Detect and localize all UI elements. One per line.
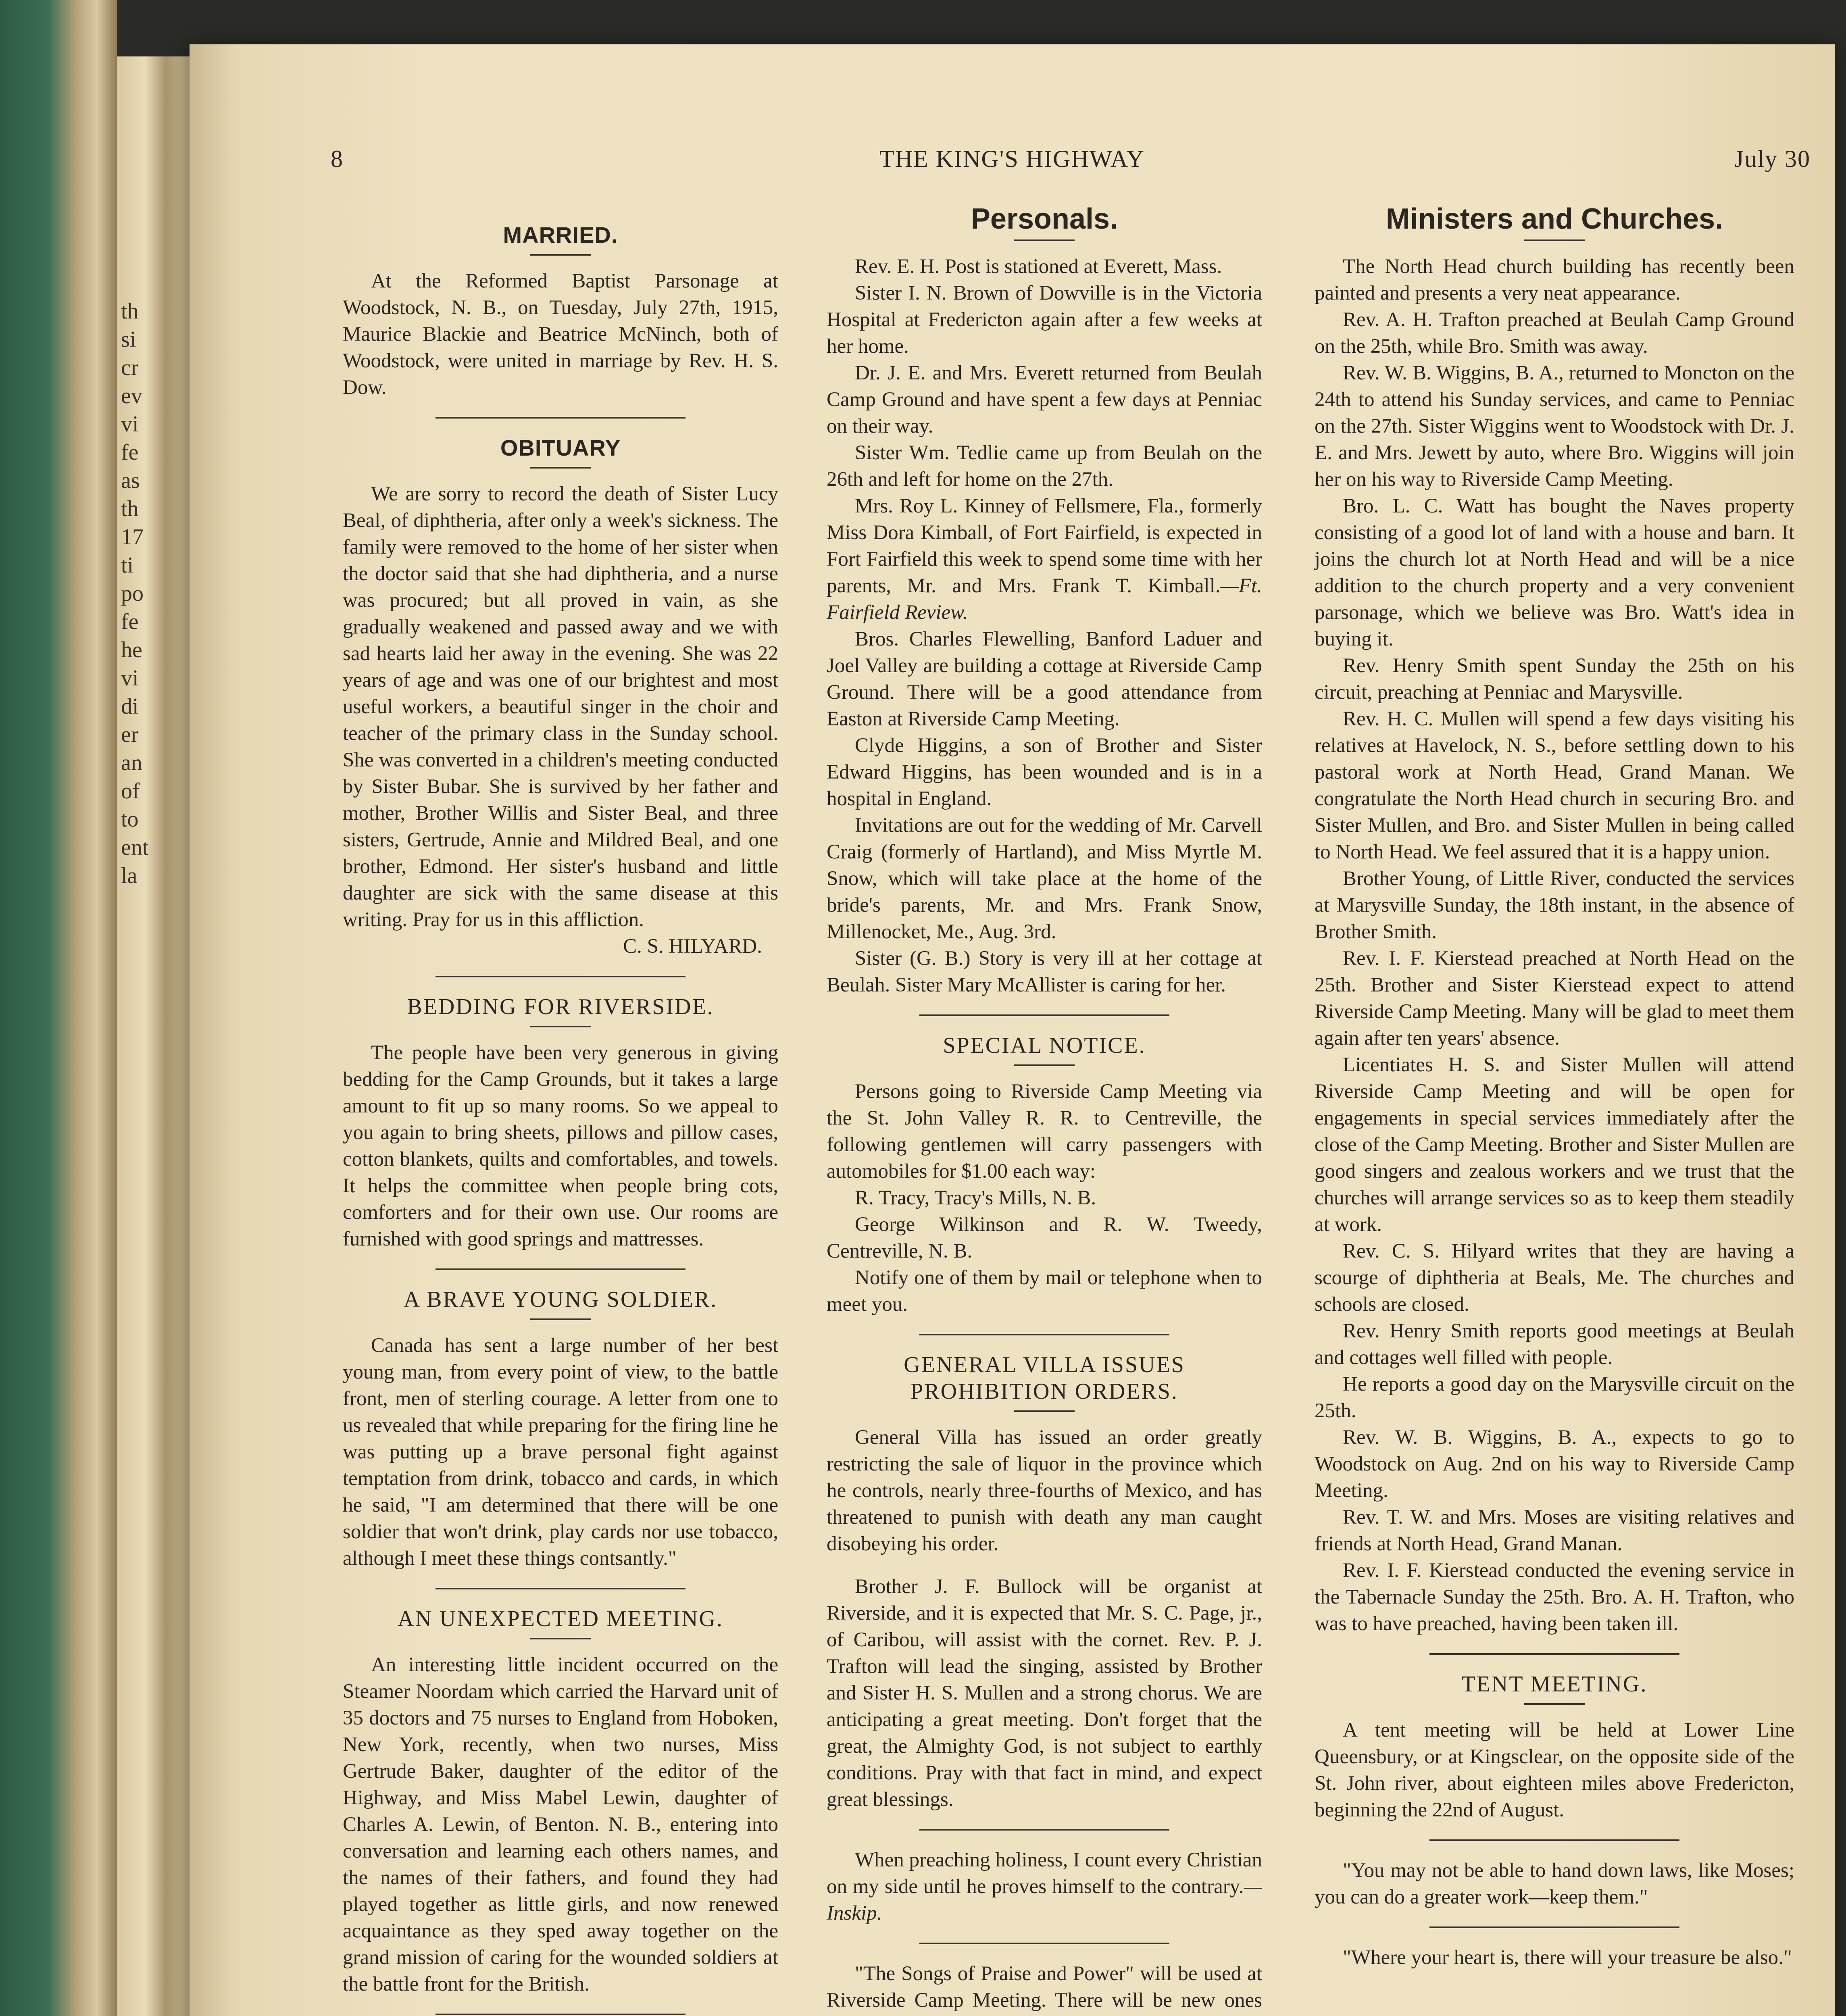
church-item: Rev. I. F. Kierstead preached at North Head on the 25th. Brother and Sister Kierstead expect to attend Riverside Camp Meeting. Many will be glad to meet them again after ten years' absence. [1315,947,1794,1050]
tent-text: A tent meeting will be held at Lower Line Queensbury, or at Kingsclear, on the opposite side of the St. John river, about eighteen miles above Fredericton, beginning the 22nd of August. [1315,1719,1794,1821]
divider [435,1588,685,1589]
bullock-text: Brother J. F. Bullock will be organist at Riverside, and it is expected that Mr. S. C. Page, jr., of Caribou, will assist with the cornet. Rev. P. J. Trafton will lead the singing, assisted by Brother and Sister H. S. Mullen and a strong chorus. We are anticipating a great meeting. Don't forget that the great, the Almighty God, is not subject to earthly conditions. Pray with that fact in mind, and expect great blessings. [827,1575,1262,1811]
personal-item [827,493,1262,626]
divider [1429,1926,1679,1928]
divider [435,417,685,419]
obituary-text: We are sorry to record the death of Sister Lucy Beal, of diphtheria, after only a week's sickness. The family were removed to the home of her sister when the doctor said that she had diphtheria, and a nurse was procured; but all proved in vain, as she gradually weakened and passed away and we with sad hearts laid her away in the evening. She was 22 years of age and was one of our brightest and most useful workers, a beautiful singer in the choir and teacher of the primary class in the Sunday school. She was converted in a children's meeting conducted by Sister Bubar. She is survived by her father and mother, Brother Willis and Sister Beal, and three sisters, Gertrude, Annie and Mildred Beal, and one brother, Edmond. Her sister's husband and little daughter are sick with the same disease at this writing. Pray for us in this affliction. [343,483,778,931]
holiness-source: —Inskip. [827,1875,1262,1924]
divider [919,1334,1169,1335]
bedding-heading: BEDDING FOR RIVERSIDE. [407,994,714,1019]
church-item: Rev. Henry Smith spent Sunday the 25th on his circuit, preaching at Penniac and Marysville. [1315,654,1794,704]
divider [1014,240,1075,241]
divider [530,467,591,469]
column-2 [827,203,1262,2016]
holiness-quote [827,1847,1262,1926]
edge-text-fragment: di [121,694,139,719]
bedding-text: The people have been very generous in giving bedding for the Camp Grounds, but it takes a large amount to fit up so many rooms. So we appeal to you again to bring sheets, pillows and pillow cases, cotton blankets, quilts and comfortables, and towels. It helps the committee when people bring cots, comforters and for their own use. Our rooms are furnished with good springs and mattresses. [343,1041,778,1250]
personal-item: Sister Wm. Tedlie came up from Beulah on the 26th and left for home on the 27th. [827,442,1262,491]
edge-text-fragment: si [121,327,136,352]
divider [919,1943,1169,1944]
edge-text-fragment: cr [121,355,139,380]
obituary-heading: OBITUARY [500,435,621,460]
church-item: He reports a good day on the Marysville circuit on the 25th. [1315,1373,1794,1422]
church-item: Bro. L. C. Watt has bought the Naves property consisting of a good lot of land with a house and barn. It joins the church lot at North Head and will be a nice addition to the church property and a very convenient parsonage, which we believe was Bro. Watt's idea in buying it. [1315,495,1794,650]
notice-name: R. Tracy, Tracy's Mills, N. B. [855,1187,1096,1209]
personals-heading: Personals. [971,203,1118,235]
divider [919,1014,1169,1016]
divider [435,976,685,977]
church-item: Rev. T. W. and Mrs. Moses are visiting relatives and friends at North Head, Grand Manan. [1315,1506,1794,1555]
church-item: Rev. Henry Smith reports good meetings at Beulah and cottages well filled with people. [1315,1320,1794,1369]
edge-text-fragment: fe [121,440,139,465]
source-credit: —Ft. Fairfield Review. [827,575,1262,624]
column-3 [1315,203,1794,1971]
songs-text: "The Songs of Praise and Power" will be used at Riverside Camp Meeting. There will be new ones [827,1962,1262,2012]
edge-text-fragment: ti [121,553,134,578]
issue-date: July 30 [1734,146,1811,172]
personal-item-text: Mrs. Roy L. Kinney of Fellsmere, Fla., formerly Miss Dora Kimball, of Fort Fairfield, is expected in Fort Fairfield this week to spend some time with her parents, Mr. and Mrs. Frank T. Kimball. [827,495,1262,597]
villa-text: General Villa has issued an order greatly restricting the sale of liquor in the province which he controls, nearly three-fourths of Mexico, and has threatened to punish with death any man caught disobeying his order. [827,1426,1262,1555]
book-cover-edge [0,0,117,2016]
divider [530,1638,591,1639]
divider [1014,1410,1075,1412]
personal-item: Sister (G. B.) Story is very ill at her cottage at Beulah. Sister Mary McAllister is caring for her. [827,947,1262,996]
church-item: Brother Young, of Little River, conducted the services at Marysville Sunday, the 18th instant, in the absence of Brother Smith. [1315,867,1794,943]
church-item: Rev. H. C. Mullen will spend a few days visiting his relatives at Havelock, N. S., before settling down to his pastoral work at North Head, Grand Manan. We congratulate the North Head church in securing Bro. and Sister Mullen, and Bro. and Sister Mullen in being called to North Head. We feel assured that it is a happy union. [1315,708,1794,863]
divider [530,1318,591,1320]
divider [919,1829,1169,1831]
laws-quote: "You may not be able to hand down laws, like Moses; you can do a greater work—keep them." [1315,1859,1794,1908]
edge-text-fragment: he [121,637,142,662]
married-heading: MARRIED. [503,222,618,248]
edge-text-fragment: to [121,807,139,832]
personal-item: Clyde Higgins, a son of Brother and Sister Edward Higgins, has been wounded and is in a hospital in England. [827,734,1262,810]
divider [1524,1703,1585,1705]
heart-quote: "Where your heart is, there will your treasure be also." [1343,1946,1792,1969]
edge-text-fragment: ent [121,835,149,860]
edge-text-fragment: th [121,496,139,521]
edge-text-fragment: fe [121,609,139,634]
holiness-text: When preaching holiness, I count every Christian on my side until he proves himself to the contrary. [827,1849,1262,1898]
newspaper-page [190,44,1835,2016]
church-item: Rev. A. H. Trafton preached at Beulah Camp Ground on the 25th, while Bro. Smith was away. [1315,308,1794,358]
soldier-heading: A BRAVE YOUNG SOLDIER. [403,1287,718,1312]
edge-text-fragment: la [121,863,138,888]
divider [1524,240,1585,241]
divider [1429,1839,1679,1841]
running-title: THE KING'S HIGHWAY [879,146,1145,172]
church-item: Rev. I. F. Kierstead conducted the evening service in the Tabernacle Sunday the 25th. Bro. A. H. Trafton, who was to have preached, having been taken ill. [1315,1559,1794,1635]
divider [435,2014,685,2015]
divider [1429,1653,1679,1655]
church-item: Licentiates H. S. and Sister Mullen will attend Riverside Camp Meeting and will be open for engagements in special services immediately after the close of the Camp Meeting. Brother and Sister Mullen are good singers and zealous workers and we trust that the churches will arrange services so as to keep them steadily at work. [1315,1054,1794,1236]
column-1 [343,222,778,2016]
edge-text-fragment: 17 [121,525,144,550]
personal-item: Bros. Charles Flewelling, Banford Laduer and Joel Valley are building a cottage at Riverside Camp Ground. There will be a good attendance from Easton at Riverside Camp Meeting. [827,628,1262,730]
personal-item: Invitations are out for the wedding of Mr. Carvell Craig (formerly of Hartland), and Miss Myrtle M. Snow, which will take place at the home of the bride's parents, Mr. and Mrs. Frank Snow, Millenocket, Me., Aug. 3rd. [827,814,1262,943]
edge-text-fragment: an [121,750,142,775]
personal-item: Dr. J. E. and Mrs. Everett returned from Beulah Camp Ground and have spent a few days at Penniac on their way. [827,362,1262,437]
notice-text: Persons going to Riverside Camp Meeting via the St. John Valley R. R. to Centreville, the following gentlemen will carry passengers with automobiles for $1.00 each way: [827,1080,1262,1183]
edge-text-fragment: of [121,779,140,804]
notice-heading: SPECIAL NOTICE. [943,1033,1146,1058]
tent-heading: TENT MEETING. [1461,1672,1648,1697]
ministers-heading: Ministers and Churches. [1386,203,1723,235]
edge-text-fragment: po [121,581,144,606]
church-item: Rev. C. S. Hilyard writes that they are having a scourge of diphtheria at Beals, Me. The churches and schools are closed. [1315,1240,1794,1316]
divider [530,254,591,256]
divider [530,1026,591,1027]
edge-text-fragment: vi [121,666,139,691]
notice-footer: Notify one of them by mail or telephone when to meet you. [827,1266,1262,1316]
married-text: At the Reformed Baptist Parsonage at Woodstock, N. B., on Tuesday, July 27th, 1915, Maurice Blackie and Beatrice McNinch, both of Woodstock, were united in marriage by Rev. H. S. Dow. [343,270,778,399]
edge-text-fragment: er [121,722,139,747]
meeting-heading: AN UNEXPECTED MEETING. [398,1606,723,1631]
edge-text-fragment: th [121,299,139,324]
notice-name: George Wilkinson and R. W. Tweedy, Centreville, N. B. [827,1213,1262,1262]
personal-item: Sister I. N. Brown of Dowville is in the Victoria Hospital at Fredericton again after a few weeks at her home. [827,282,1262,358]
meeting-text: An interesting little incident occurred on the Steamer Noordam which carried the Harvard unit of 35 doctors and 75 nurses to England from Hoboken, New York, recently, when two nurses, Miss Gertrude Baker, daughter of the editor of the Highway, and Miss Mabel Lewin, daughter of Charles A. Lewin, of Benton. N. B., entering into conversation and learning each others names, and the names of their fathers, and found they had played together as little girls, and now renewed acquaintance as they sped away together on the grand mission of caring for the wounded soldiers at the battle front for the British. [343,1654,778,1995]
divider [435,1268,685,1270]
personal-item: Rev. E. H. Post is stationed at Everett, Mass. [855,255,1222,278]
church-item: Rev. W. B. Wiggins, B. A., returned to Moncton on the 24th to attend his Sunday services, and came to Penniac on the 27th. Sister Wiggins went to Woodstock with Dr. J. E. and Mrs. Jewett by auto, where Bro. Wiggins will join her on his way to Riverside Camp Meeting. [1315,362,1794,491]
church-item: Rev. W. B. Wiggins, B. A., expects to go to Woodstock on Aug. 2nd on his way to Riverside Camp Meeting. [1315,1426,1794,1502]
church-item: The North Head church building has recently been painted and presents a very neat appearance. [1315,255,1794,304]
soldier-text: Canada has sent a large number of her best young man, from every point of view, to the battle front, men of sterling courage. A letter from one to us revealed that while preparing for the firing line he was putting up a brave personal fight against temptation from drink, tobacco and cards, in which he said, "I am determined that there will be one soldier that won't drink, play cards nor use tobacco, although I meet these things contsantly." [343,1334,778,1570]
edge-text-fragment: ev [121,383,142,408]
obituary-signature: C. S. HILYARD. [623,935,762,958]
edge-text-fragment: as [121,468,140,493]
previous-page-edge [117,56,198,2016]
edge-text-fragment: vi [121,412,139,437]
divider [1014,1064,1075,1066]
villa-heading: GENERAL VILLA ISSUES PROHIBITION ORDERS. [904,1352,1185,1404]
page-number: 8 [331,146,344,172]
